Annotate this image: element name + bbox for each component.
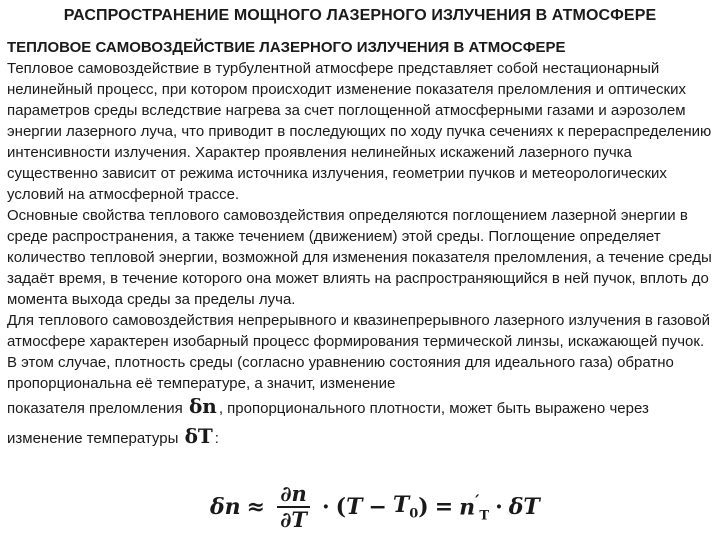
temperature-line-start: изменение температуры: [7, 430, 179, 447]
fraction-denominator: ∂T: [280, 507, 307, 532]
slide-title: РАСПРОСТРАНЕНИЕ МОЩНОГО ЛАЗЕРНОГО ИЗЛУЧЕНИЯ В АТМОСФЕРЕ: [63, 7, 657, 24]
formula-fraction: [277, 482, 310, 532]
paren-close: ): [418, 494, 429, 520]
refraction-formula: [0, 478, 720, 536]
formula-lhs: δn: [210, 494, 241, 520]
formula-T0: [393, 492, 418, 521]
n-prime-sub: T: [479, 508, 490, 524]
formula-dot-2: ·: [495, 494, 503, 520]
temperature-line: [7, 424, 713, 454]
formula-row: [210, 478, 540, 536]
formula-approx: ≈: [246, 494, 266, 520]
paragraph-3: Для теплового самовоздействия непрерывного и квазинепрерывного лазерного излучения в газовой атмосфере характерен изобарный процесс формирования термической линзы, искажающей пучок. В этом случае, плотность среды (согласно уравнению состояния для идеального газа) обратно пропорциональна её температуре, а значит, изменение: [7, 312, 710, 392]
symbol-delta-n: δn: [188, 394, 217, 418]
formula-T0-sub: 0: [409, 506, 419, 522]
n-prime-mark: ′: [475, 490, 480, 510]
symbol-delta-t: δT: [184, 424, 213, 448]
paren-open: (: [335, 494, 347, 520]
paragraph-1: Тепловое самовоздействие в турбулентной атмосфере представляет собой нестационарный нелинейный процесс, при котором происходит изменение показателя преломления и оптических параметров среды вследствие нагрева за счет поглощенной атмосферными газами и аэрозолем энергии лазерного луча, что приводит в последующих по ходу пучка сечениях к перераспределению интенсивности излучения. Характер проявления нелинейных искажений лазерного пучка существенно зависит от режима источника излучения, геометрии пучков и метеорологических условий на атмосферной трассе.: [7, 60, 712, 203]
refraction-line-end: , пропорционального плотности, может быть выражено через: [218, 400, 649, 417]
paragraph-2: Основные свойства теплового самовоздействия определяются поглощением лазерной энергии в среде распространения, а также течением (движением) этой среды. Поглощение определяет количество тепловой энергии, возможной для изменения показателя преломления, а течение среды задаёт время, в течение которого она может влиять на распространяющийся в ней пучок, вплоть до момента выхода среды за пределы луча.: [7, 207, 712, 308]
temperature-line-end: :: [214, 430, 219, 447]
formula-T: T: [346, 494, 363, 520]
formula-equals: =: [434, 494, 454, 520]
formula-minus: −: [368, 494, 387, 520]
refraction-line-start: показателя преломления: [7, 400, 183, 417]
refraction-line: [7, 394, 713, 424]
n-prime-base: n: [459, 493, 476, 520]
formula-rhs-end: δT: [508, 494, 540, 520]
slide-content: [7, 37, 713, 454]
section-heading: ТЕПЛОВОЕ САМОВОЗДЕЙСТВИЕ ЛАЗЕРНОГО ИЗЛУЧЕНИЯ В АТМОСФЕРЕ: [7, 39, 566, 56]
formula-dot-1: ·: [321, 494, 330, 520]
formula-T0-base: T: [392, 492, 410, 519]
formula-n-prime: [459, 491, 489, 524]
fraction-numerator: ∂n: [280, 481, 307, 506]
